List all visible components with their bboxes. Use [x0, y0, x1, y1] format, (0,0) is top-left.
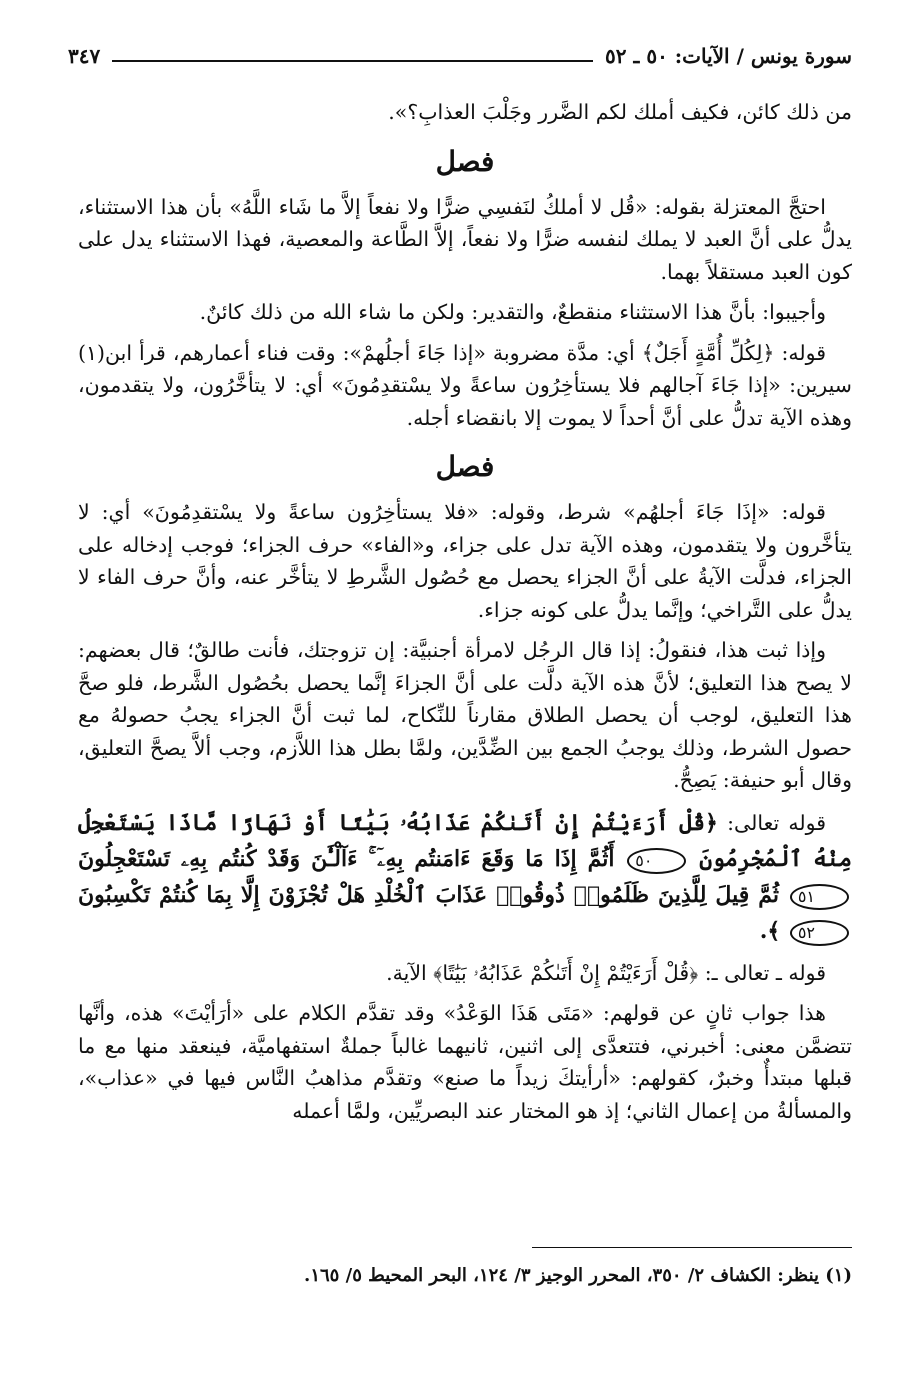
- header-rule: [112, 60, 593, 62]
- paragraph-6: وإذا ثبت هذا، فنقولُ: إذا قال الرجُل لامرأة أجنبيَّة: إن تزوجتك، فأنت طالقٌ؛ قال بعضهم: لا يصح هذا التعليق؛ لأنَّ هذه الآية دلَّت على أنَّ الجزاءَ إنَّما يحصل بحُصُول الشَّرط، فلو صحَّ هذا التعليق، لوجب أن يحصل الطلاق مقارناً للنِّكاح، لما ثبت أنَّ الجزاء يجبُ حصولهُ مع حصول الشرط، وذلك يوجبُ الجمع بين الضِّدَّين، ولمَّا بطل هذا اللاَّزم، وجب ألاَّ يصحَّ التعليق، وقال أبو حنيفة: يَصِحُّ.: [78, 638, 852, 792]
- quran-verse-52: ثُمَّ قِيلَ لِلَّذِينَ ظَلَمُوا۟ ذُوقُوا۟ عَذَابَ ٱلْخُلْدِ هَلْ تُجْزَوْنَ إِلَّا بِمَا كُنتُمْ تَكْسِبُونَ: [78, 881, 779, 908]
- paragraph-8: قوله ـ تعالى ـ: ﴿قُلْ أَرَءَيْتُمْ إِنْ أَتَىٰكُمْ عَذَابُهُۥ بَيَٰتًا﴾ الآية.: [386, 960, 826, 985]
- quran-verse-50: ﴿قُلْ أَرَءَيْتُمْ إِنْ أَتَىٰكُمْ عَذَابُهُۥ بَيَٰتًا أَوْ نَهَارًا مَّاذَا يَسْتَعْجِلُ مِنْهُ ٱلْمُجْرِمُونَ: [78, 809, 852, 872]
- page-body: [78, 96, 852, 1135]
- paragraph-3: وأجيبوا: بأنَّ هذا الاستثناء منقطعٌ، والتقدير: ولكن ما شاء الله من ذلك كائنٌ.: [199, 300, 826, 324]
- verse-marker-52: ٥٢: [790, 920, 849, 946]
- quran-verse-51: أَثُمَّ إِذَا مَا وَقَعَ ءَامَنتُم بِهِۦٓ ۚ ءَآلْـَٰٔنَ وَقَدْ كُنتُم بِهِۦ تَسْتَعْجِلُونَ: [78, 845, 615, 872]
- page-number: ٣٤٧: [68, 44, 101, 68]
- paragraph-7-quran: [78, 805, 852, 949]
- verse-close: ﴾.: [759, 917, 781, 944]
- running-header: [68, 32, 852, 68]
- header-title: سورة يونس / الآيات: ٥٠ ـ ٥٢: [605, 44, 852, 68]
- verse-marker-51: ٥١: [790, 884, 849, 910]
- section-heading-1: فصل: [435, 144, 495, 178]
- section-heading-2: فصل: [435, 450, 495, 483]
- paragraph-4: قوله: ﴿لِكُلِّ أُمَّةٍ أَجَلٌ﴾ أي: مدَّة مضروبة «إذا جَاءَ أجلُهمْ»: وقت فناء أعمارهم، قرأ ابن(١) سيرين: «إذا جَاءَ آجالهم فلا يستأخِرُون ساعةً ولا يسْتقدِمُونَ» أي: لا يتأخَّرُون، ولا يتقدمون، وهذه الآية تدلُّ على أنَّ أحداً لا يموت إلا بانقضاء أجله.: [78, 340, 852, 430]
- paragraph-5: قوله: «إذَا جَاءَ أجلهُم» شرط، وقوله: «فلا يستأخِرُون ساعةً ولا يسْتقدِمُونَ» أي: لا يتأخَّرون ولا يتقدمون، وهذه الآية تدل على جزاء، و«الفاء» حرف الجزاء؛ فوجب إدخاله على الجزاء، فدلَّت الآيةُ على أنَّ الجزاء يحصل مع حُصُول الشَّرطِ لا يتأخَّر عنه، وأنَّ حرف الفاء لا يدلُّ على التَّراخي؛ وإنَّما يدلُّ على كونه جزاء.: [78, 500, 852, 622]
- paragraph-9: هذا جواب ثانٍ عن قولهم: «مَتَى هَذَا الوَعْدُ» وقد تقدَّم الكلام على «أرَأيْتَ» هذه، وأنَّها تتضمَّن معنى: أخبرني، فتتعدَّى إلى اثنين، ثانيهما غالباً جملةٌ استفهاميَّة، فينعقد منها مع ما قبلها مبتدأٌ وخبرٌ، كقولهم: «أرأيتكَ زيداً ما صنع» وتقدَّم مذاهبُ النَّاس فيها في «عذاب»، والمسألةُ من إعمال الثاني؛ إذ هو المختار عند البصريِّين، ولمَّا أعمله: [78, 1001, 852, 1123]
- verse-marker-50: ٥٠: [627, 848, 686, 874]
- paragraph-2: احتجَّ المعتزلة بقوله: «قُل لا أملكُ لنَفسِي ضرًّا ولا نفعاً إلاَّ ما شَاء اللَّهُ» بأن هذا الاستثناء، يدلُّ على أنَّ العبد لا يملك لنفسه ضرًّا ولا نفعاً، إلاَّ الطَّاعة والمعصية، فهذا الاستثناء يدل على كون العبد مستقلاً بهما.: [78, 194, 852, 284]
- footnote-rule: [532, 1247, 852, 1248]
- footnote: (١) ينظر: الكشاف ٢/ ٣٥٠، المحرر الوجيز ٣/ ١٢٤، البحر المحيط ٥/ ١٦٥.: [304, 1265, 852, 1286]
- verse-intro: قوله تعالى:: [727, 810, 826, 835]
- paragraph-1: من ذلك كائن، فكيف أملك لكم الضَّرر وجَلْبَ العذابِ؟».: [388, 100, 852, 124]
